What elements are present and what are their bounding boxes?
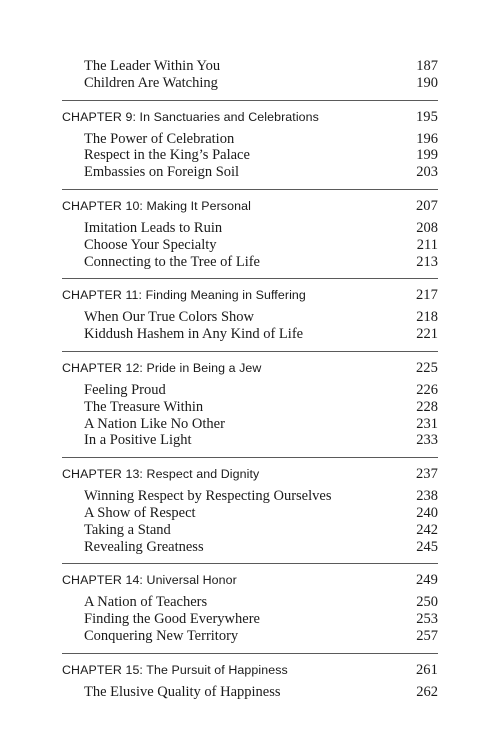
toc-entry (62, 522, 438, 539)
page-number: 250 (416, 594, 438, 611)
page-number: 203 (416, 164, 438, 181)
toc-entry (62, 309, 438, 326)
entry-title: Conquering New Territory (84, 627, 239, 644)
page-number: 226 (416, 381, 438, 398)
entry-title: The Elusive Quality of Happiness (84, 683, 281, 700)
entry-title: Winning Respect by Respecting Ourselves (84, 488, 332, 505)
toc-entry (62, 147, 438, 164)
page-number: 195 (415, 108, 438, 125)
toc-entry (62, 684, 438, 701)
entry-title: A Nation Like No Other (84, 415, 225, 432)
entry-title: Children Are Watching (84, 74, 218, 91)
page-number: 237 (415, 466, 438, 483)
page-number: 228 (416, 398, 438, 415)
page-number: 217 (415, 287, 438, 304)
page-number: 262 (416, 683, 438, 700)
chapter-title: CHAPTER 10: Making It Personal (62, 198, 251, 213)
entry-title: When Our True Colors Show (84, 309, 254, 326)
chapter-title: CHAPTER 15: The Pursuit of Happiness (62, 662, 288, 677)
page-number: 221 (416, 326, 438, 343)
toc-entry (62, 326, 438, 343)
chapter-heading (62, 457, 438, 482)
toc-entry (62, 539, 438, 556)
toc-entry (62, 488, 438, 505)
page-number: 208 (416, 219, 438, 236)
page-number: 233 (416, 432, 438, 449)
chapter-heading (62, 278, 438, 303)
entry-title: Feeling Proud (84, 381, 166, 398)
toc-entry (62, 594, 438, 611)
chapter-title: CHAPTER 11: Finding Meaning in Suffering (62, 288, 306, 303)
entry-title: A Show of Respect (84, 504, 196, 521)
toc-entry (62, 58, 438, 75)
chapter-title: CHAPTER 12: Pride in Being a Jew (62, 360, 262, 375)
page-number: 261 (415, 661, 438, 678)
page-number: 190 (416, 74, 438, 91)
toc-entry (62, 254, 438, 271)
chapter-title: CHAPTER 9: In Sanctuaries and Celebrations (62, 109, 319, 124)
entry-title: The Power of Celebration (84, 130, 235, 147)
page-number: 231 (416, 415, 438, 432)
entry-title: Choose Your Specialty (84, 236, 217, 253)
page-number: 196 (416, 130, 438, 147)
entry-title: Revealing Greatness (84, 538, 204, 555)
page-number: 238 (416, 488, 438, 505)
page-number: 249 (415, 572, 438, 589)
toc-entry (62, 611, 438, 628)
entry-title: The Treasure Within (84, 398, 204, 415)
toc-entry (62, 432, 438, 449)
page-number: 253 (416, 611, 438, 628)
entry-title: Embassies on Foreign Soil (84, 164, 240, 181)
page-number: 242 (416, 521, 438, 538)
page-number: 257 (416, 627, 438, 644)
toc-entry (62, 399, 438, 416)
entry-title: Taking a Stand (84, 521, 171, 538)
entry-title: Connecting to the Tree of Life (84, 253, 260, 270)
entry-title: Finding the Good Everywhere (84, 611, 260, 628)
chapter-heading (62, 351, 438, 376)
page-number: 225 (415, 359, 438, 376)
entry-title: In a Positive Light (84, 432, 192, 449)
page-number: 240 (416, 504, 438, 521)
toc-entry (62, 416, 438, 433)
table-of-contents (62, 58, 438, 701)
chapter-title: CHAPTER 13: Respect and Dignity (62, 467, 260, 482)
toc-entry (62, 382, 438, 399)
toc-entry (62, 505, 438, 522)
chapter-title: CHAPTER 14: Universal Honor (62, 573, 237, 588)
chapter-heading (62, 189, 438, 214)
entry-title: The Leader Within You (84, 58, 221, 74)
toc-entry (62, 237, 438, 254)
toc-entry (62, 131, 438, 148)
entry-title: Respect in the King’s Palace (84, 147, 250, 164)
page-number: 218 (416, 309, 438, 326)
chapter-heading (62, 100, 438, 125)
page-number: 211 (416, 236, 438, 253)
page-number: 213 (416, 253, 438, 270)
chapter-heading (62, 653, 438, 678)
page-number: 187 (416, 58, 438, 74)
page-number: 207 (415, 197, 438, 214)
entry-title: Imitation Leads to Ruin (84, 219, 223, 236)
chapter-heading (62, 563, 438, 588)
toc-entry (62, 628, 438, 645)
toc-entry (62, 220, 438, 237)
page-number: 245 (416, 538, 438, 555)
toc-entry (62, 75, 438, 92)
page-number: 199 (416, 147, 438, 164)
toc-entry (62, 164, 438, 181)
entry-title: Kiddush Hashem in Any Kind of Life (84, 326, 304, 343)
entry-title: A Nation of Teachers (84, 594, 208, 611)
